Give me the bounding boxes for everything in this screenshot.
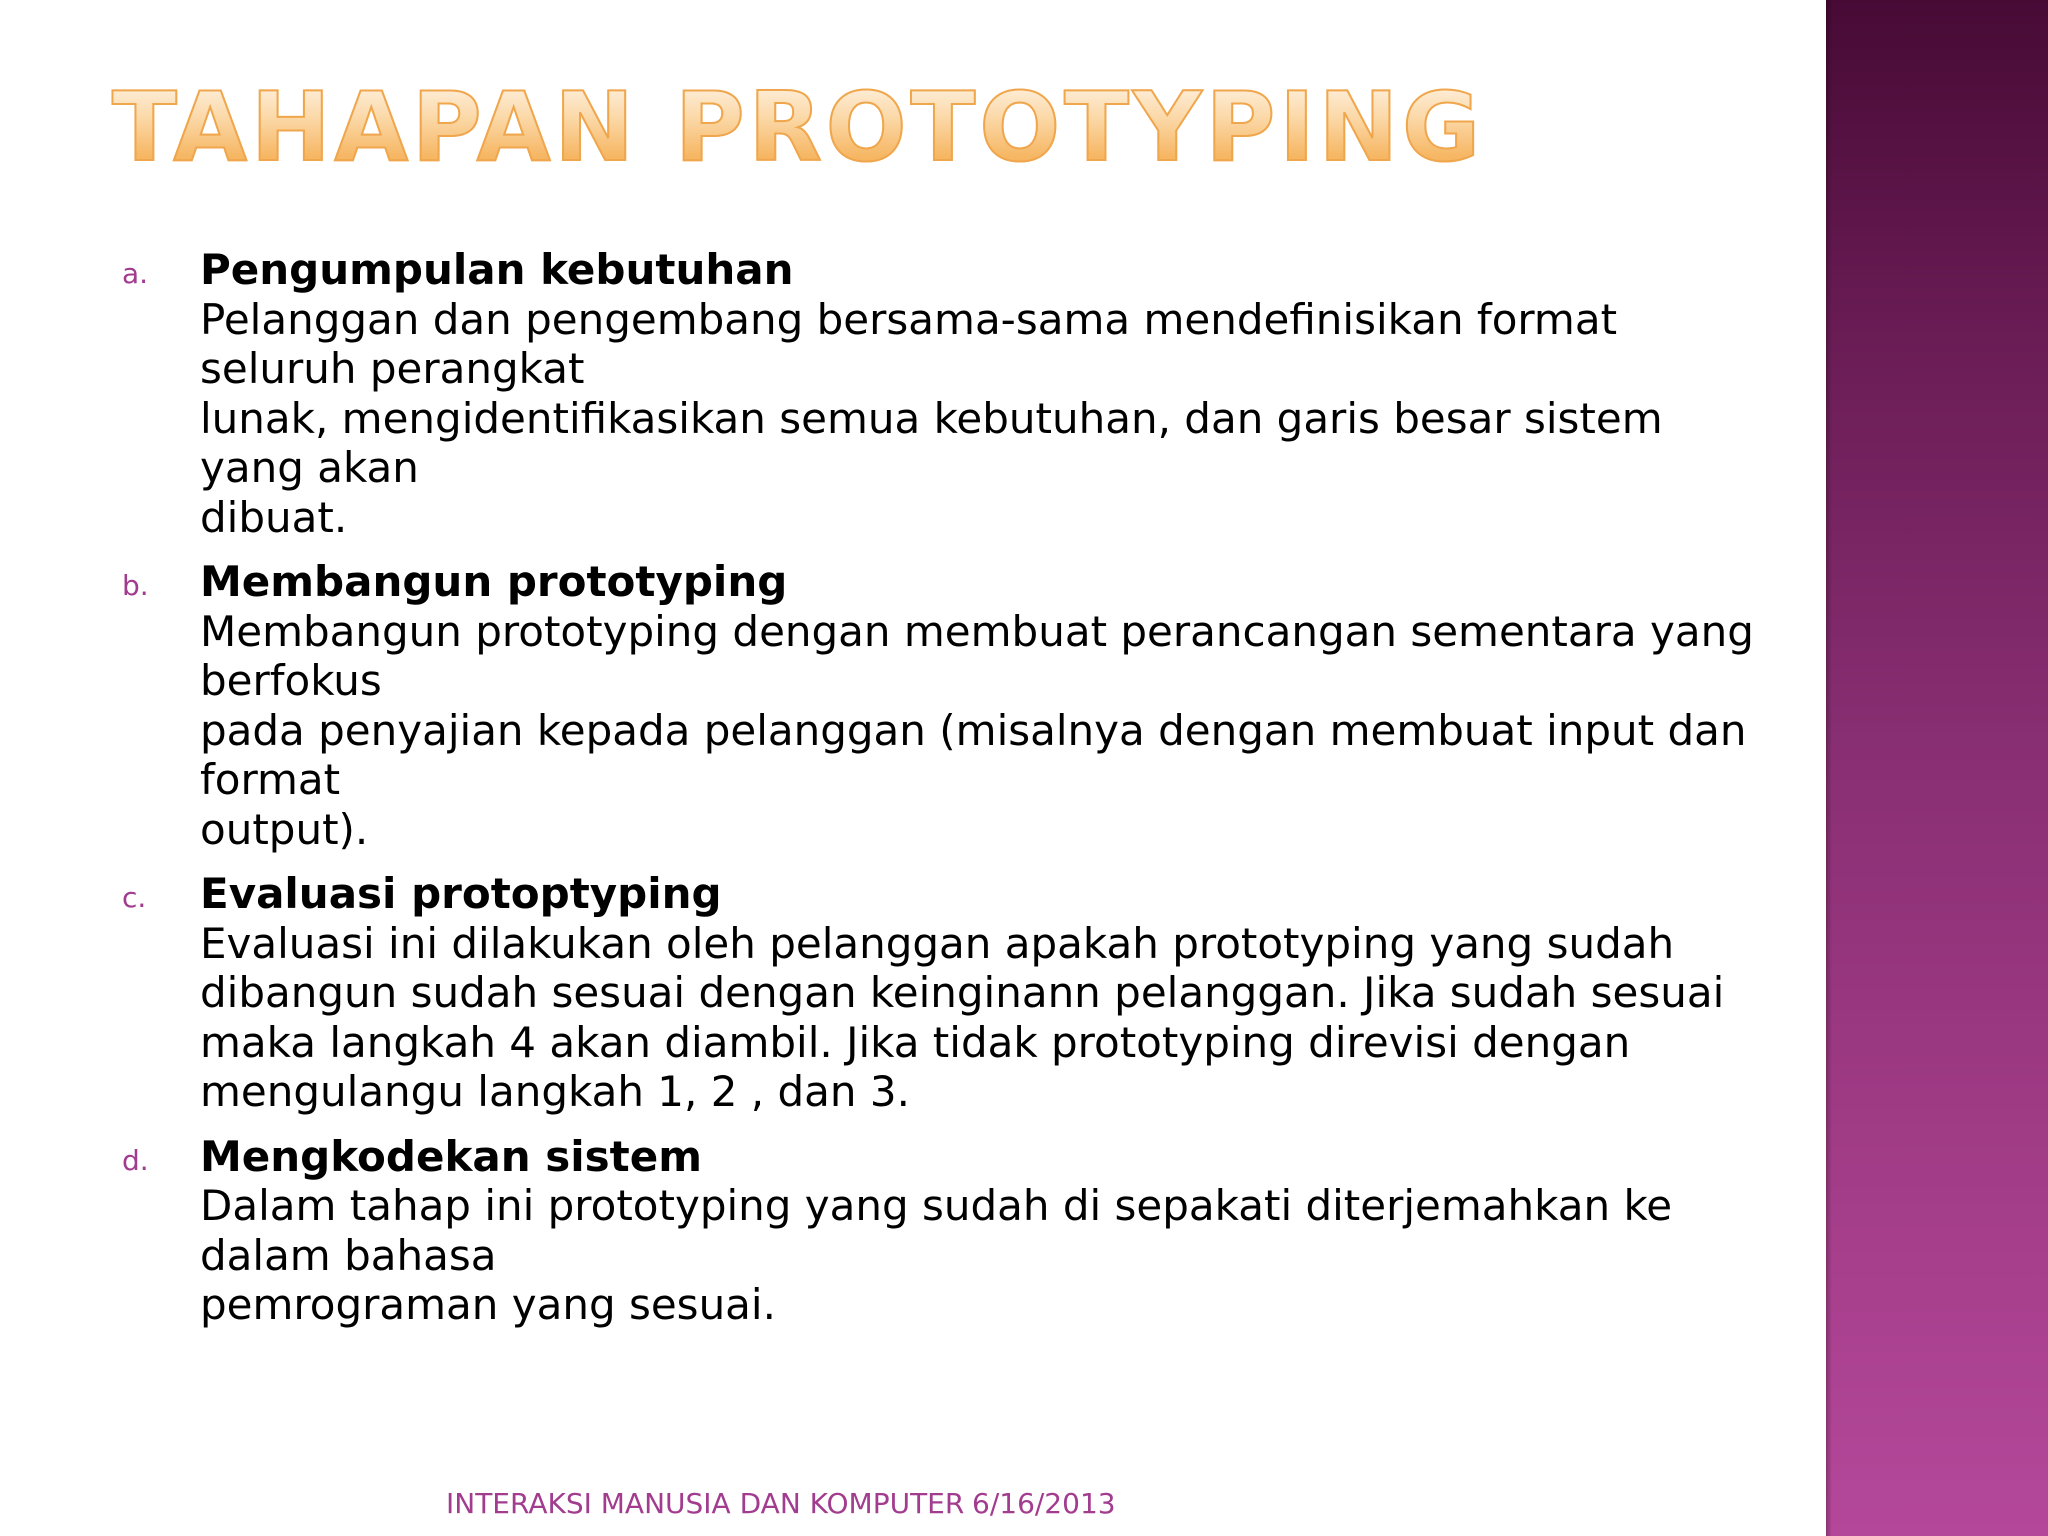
step-item-d	[0, 1132, 1700, 1330]
step-heading: Pengumpulan kebutuhan	[200, 245, 794, 294]
step-text-line: dibangun sudah sesuai dengan keinginann pelanggan. Jika sudah sesuai	[200, 968, 1725, 1017]
step-text-line: pada penyajian kepada pelanggan (misalnya dengan membuat input dan	[200, 705, 1747, 755]
step-text-line: pemrograman yang sesuai.	[200, 1280, 776, 1329]
step-marker: d.	[122, 1143, 149, 1177]
step-heading: Mengkodekan sistem	[200, 1131, 702, 1181]
footer-date: 6/16/2013	[972, 1487, 1116, 1520]
step-item-a	[0, 245, 1700, 542]
steps-list	[0, 245, 1754, 1345]
step-marker: a.	[122, 257, 149, 290]
step-marker: c.	[122, 881, 147, 914]
step-text-line: mengulangu langkah 1, 2 , dan 3.	[200, 1067, 910, 1116]
step-text-line: dibuat.	[200, 492, 348, 542]
step-text-line: Dalam tahap ini prototyping yang sudah di sepakati diterjemahkan ke	[200, 1181, 1673, 1230]
step-marker: b.	[122, 569, 149, 602]
footer-course-name: INTERAKSI MANUSIA DAN KOMPUTER	[446, 1487, 965, 1520]
step-text-line: lunak, mengidentifikasikan semua kebutuhan, dan garis besar sistem	[200, 393, 1663, 443]
step-text-line: maka langkah 4 akan diambil. Jika tidak prototyping direvisi dengan	[200, 1017, 1631, 1067]
step-item-b	[0, 557, 1754, 854]
slide-title: TAHAPAN PROTOTYPING	[112, 73, 1485, 183]
step-item-c	[0, 869, 1725, 1117]
step-text-line: Pelanggan dan pengembang bersama-sama mendefinisikan format	[200, 294, 1618, 344]
step-text-line: format	[200, 755, 341, 804]
step-text-line: output).	[200, 804, 369, 854]
step-text-line: dalam bahasa	[200, 1230, 497, 1280]
step-text-line: berfokus	[200, 656, 382, 705]
decorative-sidebar	[1826, 0, 2048, 1536]
step-text-line: Membangun prototyping dengan membuat perancangan sementara yang	[200, 606, 1754, 656]
step-text-line: Evaluasi ini dilakukan oleh pelanggan apakah prototyping yang sudah	[200, 918, 1675, 968]
step-text-line: yang akan	[200, 443, 419, 492]
step-heading: Evaluasi protoptyping	[200, 869, 722, 918]
step-heading: Membangun prototyping	[200, 557, 788, 606]
step-text-line: seluruh perangkat	[200, 344, 585, 393]
